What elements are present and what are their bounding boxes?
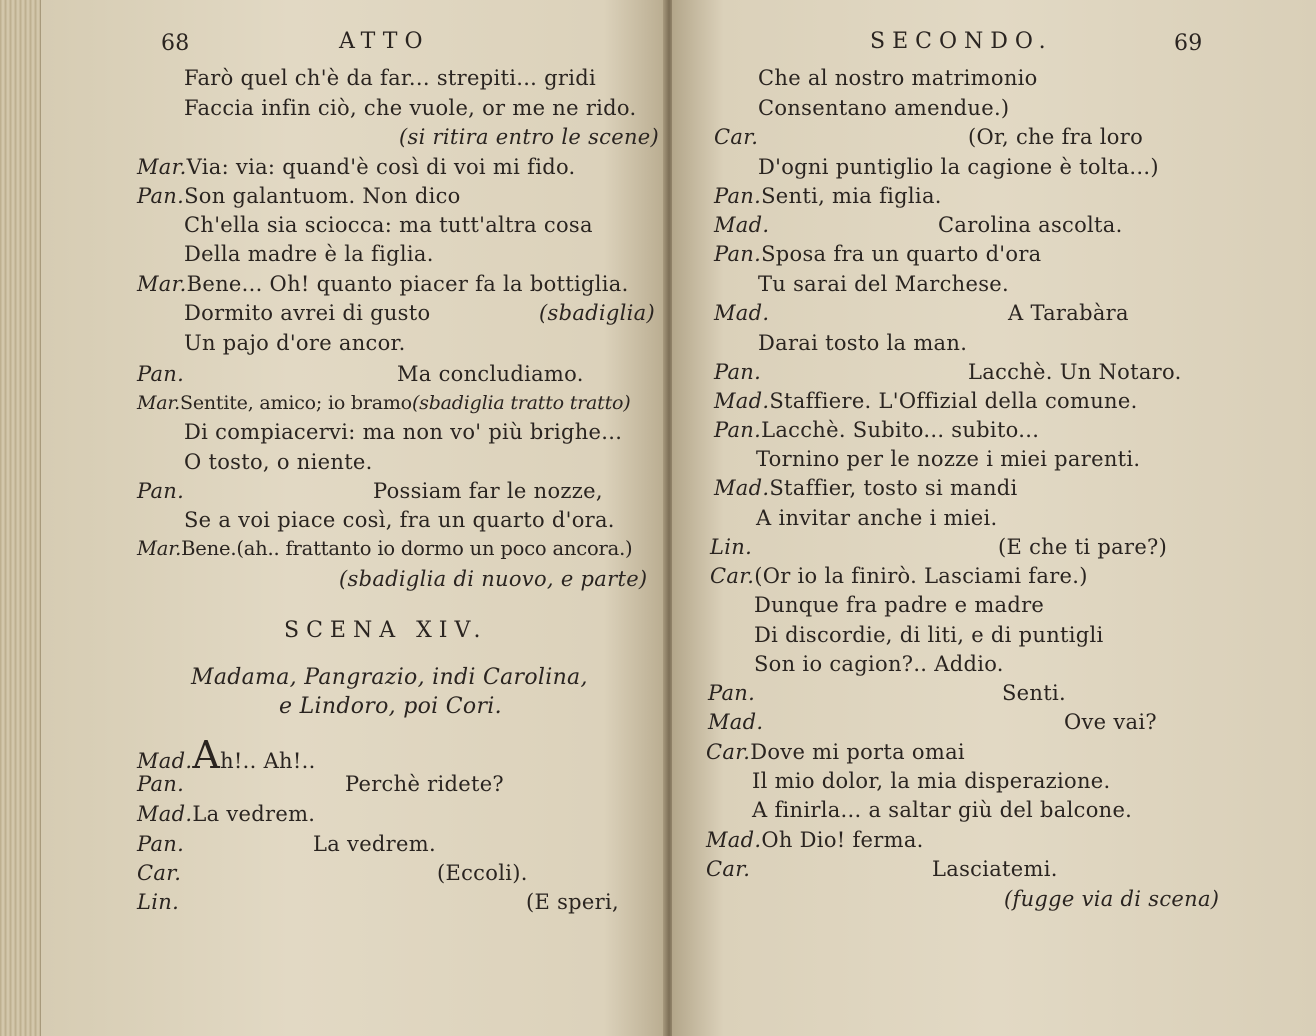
- speaker: Pan.: [714, 242, 762, 266]
- speaker: Pan.: [137, 832, 185, 856]
- line-text: La vedrem.: [313, 832, 436, 856]
- speaker: Pan.: [137, 362, 185, 386]
- line-text: Lacchè. Subito... subito...: [761, 418, 1040, 442]
- speaker: Car.: [710, 564, 755, 588]
- speaker: Mar.: [137, 155, 187, 179]
- line-text: Senti.: [1002, 681, 1066, 705]
- speaker: Pan.: [708, 681, 756, 705]
- dialogue-line: [137, 270, 629, 298]
- line-text: Lasciatemi.: [932, 857, 1058, 881]
- verse-line: Dunque fra padre e madre: [754, 593, 1045, 617]
- verse-line: Tornino per le nozze i miei parenti.: [756, 447, 1141, 471]
- speaker: Pan.: [137, 772, 185, 796]
- speaker: Pan.: [714, 184, 762, 208]
- scene-characters: e Lindoro, poi Cori.: [279, 694, 502, 719]
- dialogue-line: [714, 387, 1138, 415]
- verse-line: Della madre è la figlia.: [184, 242, 434, 266]
- line-text: (E speri,: [526, 890, 619, 914]
- line-text: Perchè ridete?: [345, 772, 504, 796]
- dialogue-line: [714, 182, 942, 210]
- verse-line: Dormito avrei di gusto: [184, 301, 431, 325]
- running-head: ATTO: [339, 29, 430, 54]
- speaker: Mad.: [714, 389, 770, 413]
- scene-characters: Madama, Pangrazio, indi Carolina,: [191, 665, 588, 690]
- verse-line: Son io cagion?.. Addio.: [754, 652, 1004, 676]
- verse-line: Di compiacervi: ma non vo' più brighe...: [184, 420, 623, 444]
- dialogue-line: [714, 240, 1042, 268]
- line-text: Sposa fra un quarto d'ora: [761, 242, 1042, 266]
- line-text: Dove mi porta omai: [750, 740, 965, 764]
- speaker: Mar.: [137, 272, 187, 296]
- line-text: (Or, che fra loro: [968, 125, 1144, 149]
- verse-line: A invitar anche i miei.: [756, 506, 998, 530]
- dialogue-line: [137, 800, 315, 828]
- line-text: Possiam far le nozze,: [373, 479, 603, 503]
- verse-line: Ch'ella sia sciocca: ma tutt'altra cosa: [184, 213, 593, 237]
- speaker: Mad.: [714, 476, 770, 500]
- stage-direction: (sbadiglia tratto tratto): [411, 392, 631, 414]
- line-text: (Or io la finirò. Lasciami fare.): [754, 564, 1088, 588]
- verse-line: Di discordie, di liti, e di puntigli: [754, 623, 1104, 647]
- speaker: Mad.: [714, 213, 770, 237]
- speaker: Pan.: [714, 360, 762, 384]
- dialogue-line: [714, 474, 1018, 502]
- speaker: Pan.: [137, 479, 185, 503]
- speaker: Lin.: [137, 890, 180, 914]
- speaker: Mad.: [714, 301, 770, 325]
- verse-line: O tosto, o niente.: [184, 450, 373, 474]
- speaker: Car.: [137, 861, 182, 885]
- stage-direction: (si ritira entro le scene): [399, 125, 659, 149]
- speaker: Lin.: [710, 535, 753, 559]
- dialogue-line: [706, 826, 924, 854]
- stage-direction: (sbadiglia): [539, 301, 655, 325]
- verse-line: Se a voi piace così, fra un quarto d'ora.: [184, 508, 615, 532]
- line-text: Carolina ascolta.: [938, 213, 1123, 237]
- line-text: Bene.(ah.. frattanto io dormo un poco ancora.): [181, 537, 633, 560]
- verse-line: Faccia infin ciò, che vuole, or me ne rido.: [184, 96, 637, 120]
- line-text: Staffier, tosto si mandi: [769, 476, 1018, 500]
- line-text: Lacchè. Un Notaro.: [968, 360, 1182, 384]
- speaker: Pan.: [714, 418, 762, 442]
- line-text: A Tarabàra: [1008, 301, 1129, 325]
- line-text: La vedrem.: [192, 802, 316, 826]
- verse-line: Farò quel ch'è da far... strepiti... gridi: [184, 66, 596, 90]
- line-text: h!.. Ah!..: [220, 749, 316, 773]
- verse-line: Darai tosto la man.: [758, 331, 968, 355]
- speaker: Car.: [706, 857, 751, 881]
- page-edges: [0, 0, 40, 1036]
- line-text: Via: via: quand'è così di voi mi fido.: [186, 155, 576, 179]
- verse-line: Un pajo d'ore ancor.: [184, 331, 406, 355]
- dialogue-line: [706, 738, 965, 766]
- dialogue-line: [137, 389, 630, 417]
- verse-line: Tu sarai del Marchese.: [758, 272, 1009, 296]
- page-number: 68: [161, 31, 190, 56]
- page-number: 69: [1174, 31, 1203, 56]
- speaker: Mar.: [137, 392, 181, 414]
- running-head: SECONDO.: [870, 29, 1053, 54]
- verse-line: Che al nostro matrimonio: [758, 66, 1038, 90]
- line-text: Staffiere. L'Offizial della comune.: [769, 389, 1138, 413]
- line-text: Senti, mia figlia.: [761, 184, 942, 208]
- verse-line: Il mio dolor, la mia disperazione.: [752, 769, 1111, 793]
- dialogue-line: [137, 535, 632, 563]
- speaker: Mad.: [137, 749, 193, 773]
- verse-line: A finirla... a saltar giù del balcone.: [752, 798, 1133, 822]
- speaker: Pan.: [137, 184, 185, 208]
- dialogue-line: [137, 182, 461, 210]
- line-text: Ma concludiamo.: [397, 362, 584, 386]
- line-text: Bene... Oh! quanto piacer fa la bottiglia.: [186, 272, 629, 296]
- line-text: Ove vai?: [1064, 710, 1157, 734]
- speaker: Car.: [714, 125, 759, 149]
- dialogue-line: [714, 416, 1039, 444]
- verse-line: D'ogni puntiglio la cagione è tolta...): [758, 155, 1159, 179]
- speaker: Mad.: [137, 802, 193, 826]
- speaker: Mar.: [137, 537, 182, 560]
- line-text: Sentite, amico; io bramo: [180, 392, 412, 414]
- scene-heading: SCENA XIV.: [284, 618, 488, 643]
- stage-direction: (sbadiglia di nuovo, e parte): [339, 567, 648, 591]
- line-text: Oh Dio! ferma.: [761, 828, 924, 852]
- speaker: Car.: [706, 740, 751, 764]
- left-page: [40, 0, 666, 1036]
- drop-cap: A: [192, 733, 221, 777]
- line-text: (E che ti pare?): [998, 535, 1168, 559]
- stage-direction: (fugge via di scena): [1004, 887, 1220, 911]
- speaker: Mad.: [708, 710, 764, 734]
- line-text: Son galantuom. Non dico: [184, 184, 461, 208]
- dialogue-line: [710, 562, 1088, 590]
- speaker: Mad.: [706, 828, 762, 852]
- dialogue-line: [137, 153, 576, 181]
- right-page: [672, 0, 1316, 1036]
- verse-line: Consentano amendue.): [758, 96, 1010, 120]
- line-text: (Eccoli).: [437, 861, 528, 885]
